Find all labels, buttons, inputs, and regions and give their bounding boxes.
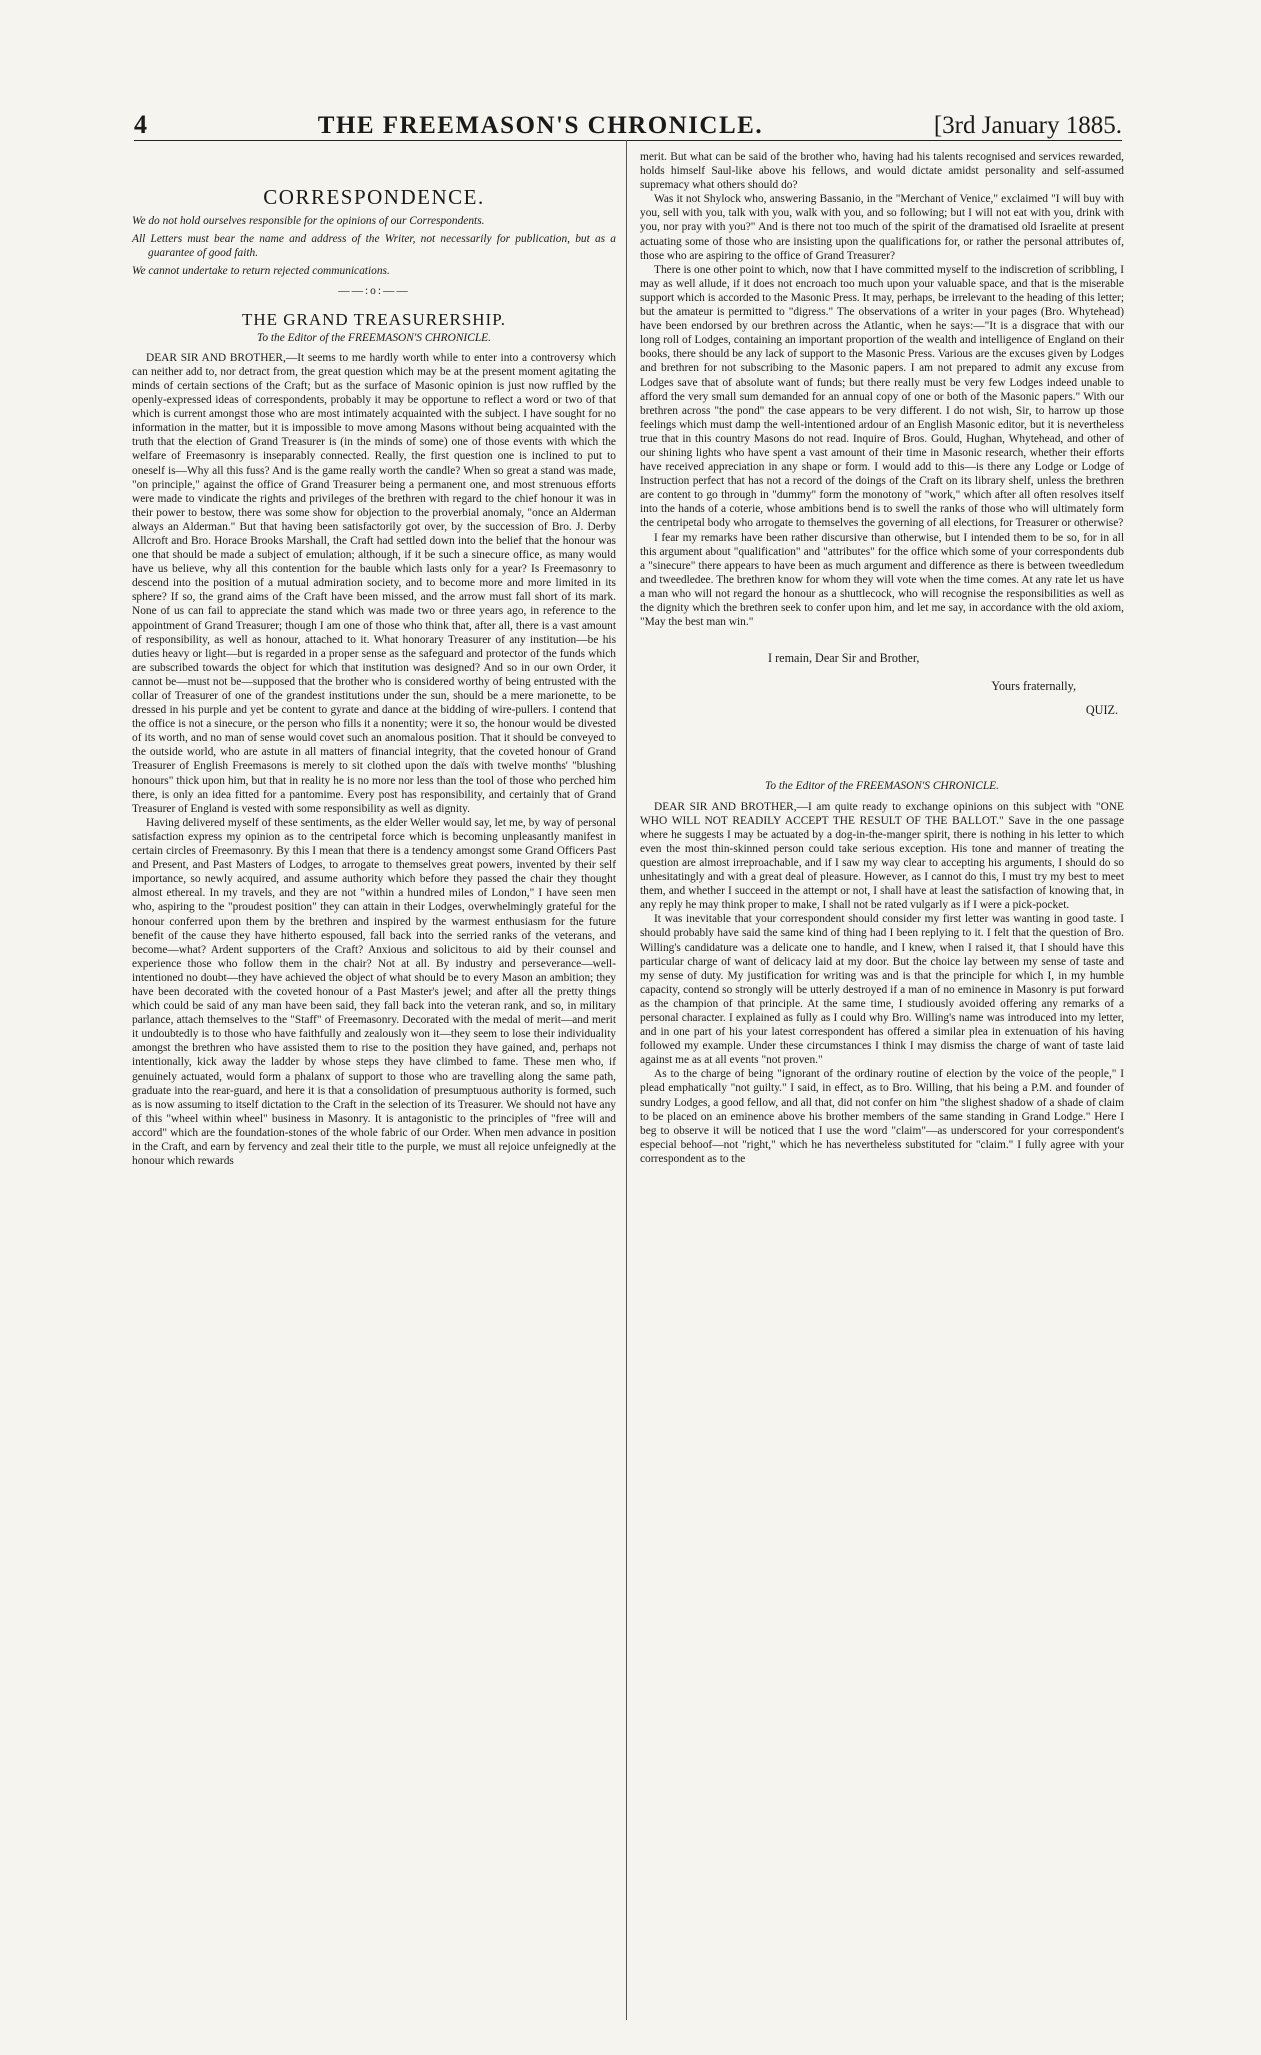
letter-paragraph: Was it not Shylock who, answering Bassanio, in the "Merchant of Venice," exclaimed "I will buy with you, sell with you, talk with you, walk with you, and so following; but I will not eat with you, drink with you, nor pray with you?" And is there not too much of the spirit of the dramatised old Israelite at present actuating some of those who are insisting upon the qualifications for, or rather the personal attributes of, those who are aspiring to the office of Grand Treasurer? xyxy=(640,193,1124,262)
left-column xyxy=(132,150,616,1168)
to-editor-line-second: To the Editor of the FREEMASON'S CHRONICLE. xyxy=(765,780,999,793)
page-number: 4 xyxy=(134,110,147,139)
to-editor-line: To the Editor of the FREEMASON'S CHRONICLE. xyxy=(257,331,491,344)
editorial-notice: All Letters must bear the name and address of the Writer, not necessarily for publication, but as a guarantee of good faith. xyxy=(132,233,616,260)
letter-paragraph: merit. But what can be said of the brother who, having had his talents recognised and services rewarded, holds himself Saul-like above his fellows, and would dictate amidst personality and self-assumed supremacy what others should do? xyxy=(640,151,1124,192)
editorial-notice: We do not hold ourselves responsible for the opinions of our Correspondents. xyxy=(132,215,485,228)
letter-paragraph: DEAR SIR AND BROTHER,—I am quite ready to exchange opinions on this subject with "ONE WHO WILL NOT READILY ACCEPT THE RESULT OF THE BALLOT." Save in the one passage where he suggests I may be actuated by a dog-in-the-manger spirit, there is nothing in his letter to which even the most thin-skinned person could take serious exception. His tone and manner of treating the question are almost irreproachable, and if I saw my way clear to accepting his arguments, I should do so unhesitatingly and with a great deal of pleasure. However, as I cannot do this, I must try my best to meet them, and whether I succeed in the attempt or not, I shall have at least the satisfaction of knowing that, in any reply he may think proper to make, I shall not be rated vulgarly as if I were a pick-pocket. xyxy=(640,800,1124,912)
right-column xyxy=(640,150,1124,1166)
masthead xyxy=(134,104,1122,141)
letter-paragraph: As to the charge of being "ignorant of the ordinary routine of election by the voice of the people," I plead emphatically "not guilty." I said, in effect, as to Bro. Willing, that his being a P.M. and founder of sundry Lodges, a good fellow, and all that, did not confer on him "the slighest shadow of a shade of claim to be placed on an eminence above his brother members of the same standing in Grand Lodge." Here I beg to observe it will be noticed that I use the word "claim"—as underscored for your correspondent's especial behoof—not "right," which he has nevertheless substituted for "claim." I fully agree with your correspondent as to the xyxy=(640,1068,1124,1165)
section-divider: ——:o:—— xyxy=(338,285,410,298)
column-rule xyxy=(626,140,627,2020)
letter-paragraph: DEAR SIR AND BROTHER,—It seems to me hardly worth while to enter into a controversy which can neither add to, nor detract from, the great question which may be at the present moment agitating the minds of certain sections of the Craft; but as the surface of Masonic opinion is just now ruffled by the openly-expressed ideas of correspondents, probably it may be opportune to reflect a word or two of that which is current amongst those who are most intimately acquainted with the subject. I have sought for no information in the matter, but it is impossible to move among Masons without being acquainted with the truth that the election of Grand Treasurer is (in the minds of some) one of those events with which the welfare of Freemasonry is inseparably connected. Really, the first question one is inclined to put to oneself is—Why all this fuss? And is the game really worth the candle? When so great a stand was made, "on principle," against the office of Grand Treasurer being a permanent one, and most strenuous efforts were made to vindicate the rights and privileges of the brethren with regard to the chief honour it was in their power to bestow, there was some show for objection to the proverbial anomaly, "once an Alderman always an Alderman." But that having been satisfactorily got over, by the succession of Bro. J. Derby Allcroft and Bro. Horace Brooks Marshall, the Craft had settled down into the belief that the honour was one that should be made a subject of emulation; although, if it be such a sinecure office, as many would have us believe, why all this contention for the bauble which lasts only for a year? Is Freemasonry to descend into the position of a mutual admiration society, and to become more and more limited in its sphere? If so, the grand aims of the Craft have been missed, and the arrow must fall short of its mark. None of us can fail to appreciate the stand which was made two or three years ago, in reference to the appointment of Grand Treasurer; though I am one of those who think that, after all, there is a vast amount of responsibility, as well as honour, attached to it. What honorary Treasurer of any institution—be his duties heavy or light—but is regarded in a proper sense as the safeguard and protector of the funds which are subscribed towards the object for which that institution was designed? And so in our own Order, it cannot be—must not be—supposed that the brother who is considered worthy of being entrusted with the collar of Treasurer of one of the grandest institutions under the sun, should be a mere marionette, to be dressed in his purple and yet be content to gyrate and dance at the bidding of wire-pullers. I contend that the office is not a sinecure, or the person who fills it a nonentity; were it so, the honour would be divested of its worth, and no man of sense would covet such an anomalous position. That it should be conveyed to the outside world, who are astute in all matters of financial integrity, that the coveted honour of Grand Treasurer of English Freemasons is merely to sit clothed upon the daïs with twelve months' "blushing honours" thick upon him, but that in reality he is no more nor less than the tool of those who perched him there, is only an idea fitted for a pantomime. Every post has responsibility, and certainly that of Grand Treasurer of England is vested with some responsibility as well as dignity. xyxy=(132,351,616,815)
section-heading: CORRESPONDENCE. xyxy=(263,185,485,209)
letter-closing: I remain, Dear Sir and Brother, xyxy=(768,651,920,666)
article-heading: THE GRAND TREASURERSHIP. xyxy=(241,309,507,329)
letter-signature: QUIZ. xyxy=(1085,703,1118,718)
letter-valediction: Yours fraternally, xyxy=(991,679,1076,694)
letter-paragraph: Having delivered myself of these sentiments, as the elder Weller would say, let me, by way of personal satisfaction express my opinion as to the centripetal force which is becoming unpleasantly manifest in certain circles of Freemasonry. By this I mean that there is a tendency amongst some Grand Officers Past and Present, and Past Masters of Lodges, to arrogate to themselves great powers, invented by their self importance, so newly acquired, and assume authority which before they passed the chair they thought almost ethereal. In my travels, and they are not "within a hundred miles of London," I have seen men who, aspiring to the "proudest position" they can attain in their Lodges, overwhelmingly grateful for the honour conferred upon them by the brethren and inspired by the warmest enthusiasm for the future benefit of the cause they have hitherto espoused, fall back into the serried ranks of the veterans, and become—what? Ardent supporters of the Craft? Anxious and solicitous to aid by their counsel and experience those who follow them in the chair? Not at all. By industry and perseverance—well-intentioned no doubt—they have achieved the object of what should be to every Mason an ambition; they have been decorated with the coveted honour of a Past Master's jewel; and after all the pretty things which could be said of any man have been said, they fall back into the veteran rank, and so, in military parlance, attach themselves to the "Staff" of Freemasonry. Decorated with the medal of merit—and merit it undoubtedly is to those who have faithfully and zealously won it—they seem to lose their individuality amongst the brethren who have assisted them to rise to the position they have gained, and, perhaps not intentionally, kick away the ladder by whose steps they have climbed to fame. These men who, if genuinely actuated, would form a phalanx of support to those who are travelling along the same path, graduate into the rear-guard, and here it is that a consolidation of presumptuous authority is formed, such as is now assuming to itself dictation to the Craft in the selection of its Treasurer. We should not have any of this "wheel within wheel" business in Masonry. It is antagonistic to the principles of "free will and accord" which are the foundation-stones of the whole fabric of our Order. When men advance in position in the Craft, and earn by fervency and zeal their title to the purple, we must all rejoice unfeignedly at the honour which rewards xyxy=(132,816,616,1168)
letter-paragraph: I fear my remarks have been rather discursive than otherwise, but I intended them to be so, for in all this argument about "qualification" and "attributes" for the office which some of your correspondents dub a "sinecure" there appears to have been as much argument and difference as there is between tweedledum and tweedledee. The brethren know for whom they will vote when the time comes. At any rate let us have a man who will not regard the honour as a shuttlecock, who will recognise the responsibilities as well as the dignity which the brethren seek to confer upon him, and let me say, in accordance with the old axiom, "May the best man win." xyxy=(640,531,1124,629)
letter-paragraph: It was inevitable that your correspondent should consider my first letter was wanting in good taste. I should probably have said the same kind of thing had I been replying to it. I felt that the question of Bro. Willing's candidature was a delicate one to handle, and I knew, when I raised it, that I should have this particular charge of want of delicacy laid at my door. But the choice lay between my sense of taste and my sense of duty. My justification for writing was and is that the principle for which I, in my humble capacity, contend so strongly will be utterly destroyed if a man of no eminence in Masonry is put forward as the champion of that principle. At the same time, I studiously avoided offering any remarks of a personal character. I explained as fully as I could why Bro. Willing's name was introduced into my letter, and in one part of his your latest correspondent has offered a similar plea in extenuation of his having followed my example. Under these circumstances I think I may dismiss the charge of want of taste laid against me as at all events "not proven." xyxy=(640,913,1124,1067)
letter-paragraph: There is one other point to which, now that I have committed myself to the indiscretion of scribbling, I may as well allude, if it does not encroach too much upon your valuable space, and that is the miserable support which is accorded to the Masonic Press. It may, perhaps, be irrelevant to the heading of this letter; but the amateur is permitted to "digress." The observations of a writer in your pages (Bro. Whytehead) have been endorsed by our brethren across the Atlantic, when he says:—"It is a disgrace that with our long roll of Lodges, containing an important proportion of the wealth and intelligence of England on their books, there should be any lack of support to the Masonic Press. Various are the excuses given by Lodges and brethren for not subscribing to the Masonic papers. I am not prepared to admit any excuse from Lodges save that of absolute want of funds; but there really must be very few Lodges indeed unable to afford the very small sum demanded for an annual copy of one or both of the Masonic papers." With our brethren across "the pond" the case appears to be very different. I do not wish, Sir, to harrow up those feelings which must damp the well-intentioned ardour of an English Masonic editor, but it is nevertheless true that in this country Masons do not read. Inquire of Bros. Gould, Hughan, Whytehead, and other of our shining lights who have spent a vast amount of their time in Masonic research, whether their efforts have received appreciation in any shape or form. I would add to this—is there any Lodge or Lodge of Instruction perfect that has not a record of the doings of the Craft on its library shelf, unless the brethren are content to go through in "dummy" form the monotony of "work," which after all often resolves itself into the hands of a coterie, whose ambitions bend is to swell the ranks of those who will ultimately form the centripetal body who arrogate to themselves the governing of all elections, for Treasurer or otherwise? xyxy=(640,263,1124,530)
issue-date: [3rd January 1885. xyxy=(933,112,1122,139)
publication-title: THE FREEMASON'S CHRONICLE. xyxy=(317,112,764,139)
editorial-notice: We cannot undertake to return rejected communications. xyxy=(132,265,390,278)
